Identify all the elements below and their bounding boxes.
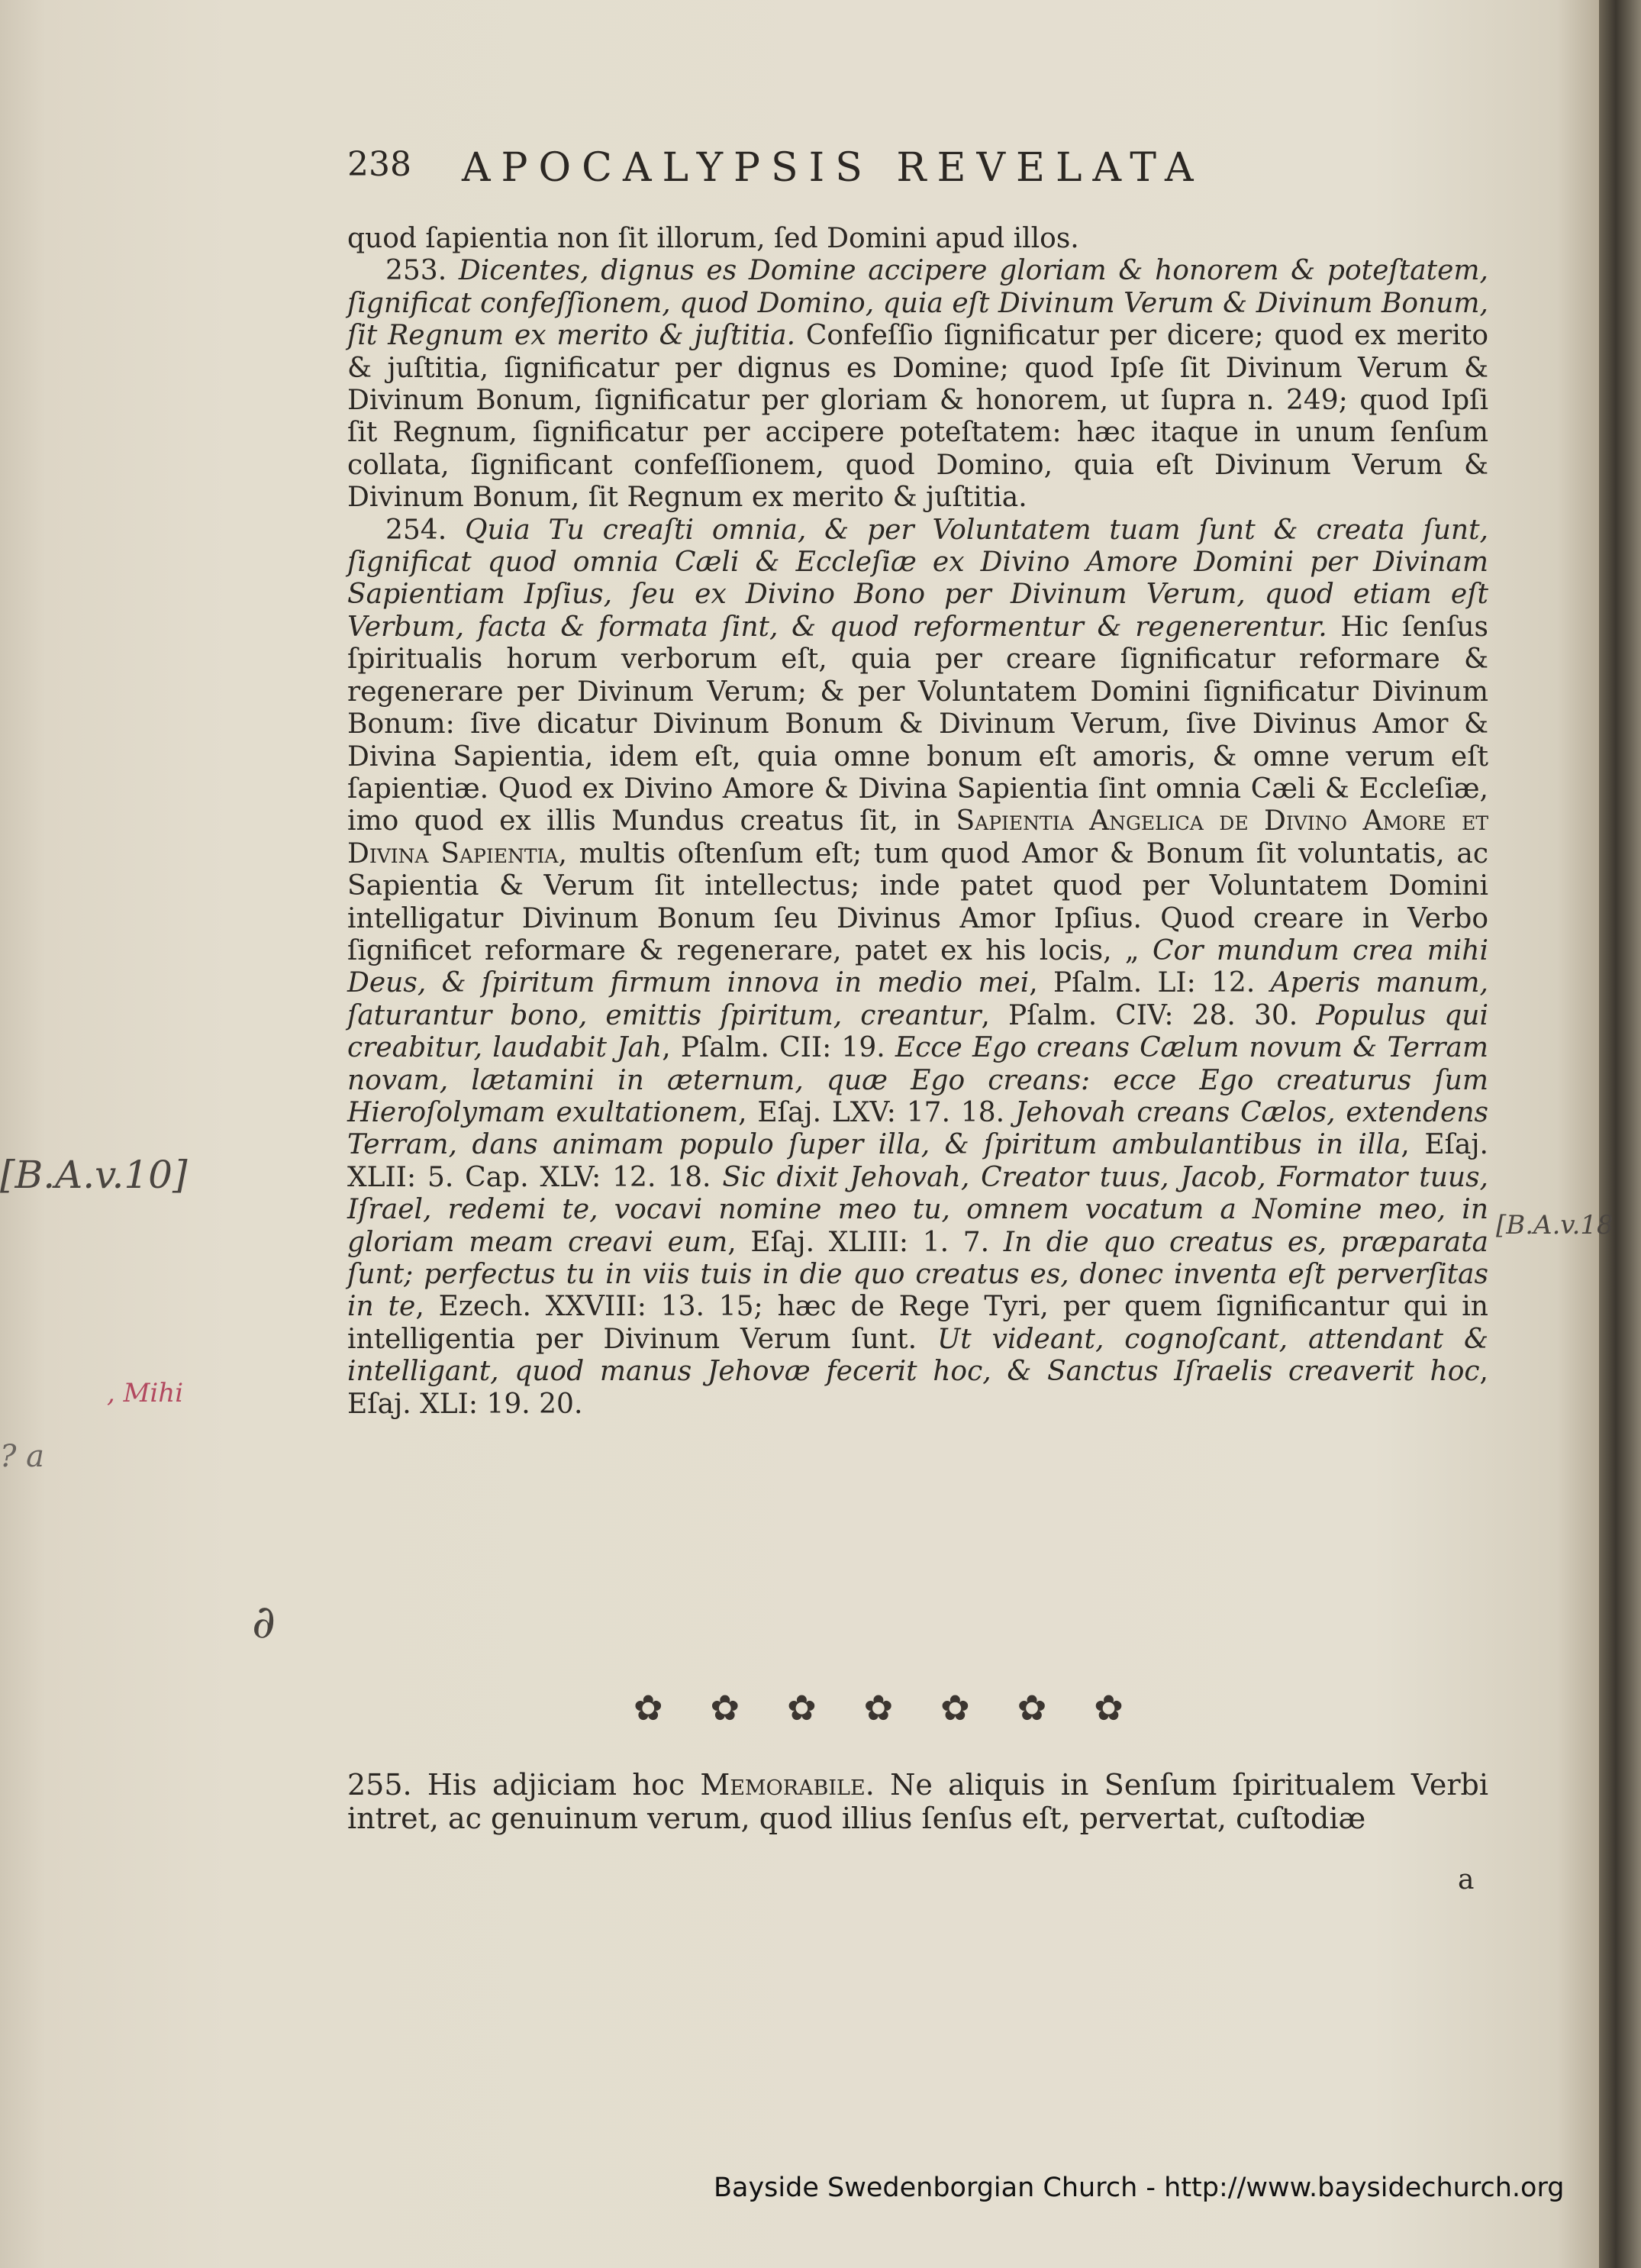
marginal-note-left-bracket: [B.A.v.10] xyxy=(0,1153,188,1197)
page-gutter xyxy=(1599,0,1641,2268)
catchword: a xyxy=(1458,1864,1475,1895)
marginal-note-right-bracket: [B.A.v.18 xyxy=(1496,1210,1614,1240)
ornament-row: ✿✿✿✿✿✿✿ xyxy=(634,1687,1171,1728)
marginal-note-red: , Mihi xyxy=(107,1378,184,1408)
paragraph-255: 255. His adjiciam hoc Memorabile. Ne aliquis in Senſum ſpiritualem Verbi intret, ac genuinum verum, quod illius ſenſus eſt, pervertat, cuſtodiæ xyxy=(347,1768,1488,1835)
running-title: APOCALYPSIS REVELATA xyxy=(462,145,1204,191)
source-credit: Bayside Swedenborgian Church - http://www.baysidechurch.org xyxy=(714,2173,1565,2203)
page-header xyxy=(347,145,1488,198)
page-number: 238 xyxy=(347,145,411,184)
marginal-squiggle: ∂ xyxy=(252,1595,276,1649)
main-text: quod ſapientia non ſit illorum, ſed Domini apud illos. 253. Dicentes, dignus es Domine accipere gloriam & honorem & poteſtatem, ſignificat confeſſionem, quod Domino, quia eſt Divinum Verum & Divinum Bonum, ſit Regnum ex merito & juſtitia. Confeſſio ſignificatur per dicere; quod ex merito & juſtitia, ſignificatur per dignus es Domine; quod Ipſe ſit Divinum Verum & Divinum Bonum, ſignificatur per gloriam & honorem, ut ſupra n. 249; quod Ipſi ſit Regnum, ſignificatur per accipere poteſtatem: hæc itaque in unum ſenſum collata, ſignificant confeſſionem, quod Domino, quia eſt Divinum Verum & Divinum Bonum, ſit Regnum ex merito & juſtitia. 254. Quia Tu creaſti omnia, & per Voluntatem tuam ſunt & creata ſunt, ſignificat quod omnia Cæli & Eccleſiæ ex Divino Amore Domini per Divinam Sapientiam Ipſius, ſeu ex Divino Bono per Divinum Verum, quod etiam eſt Verbum, facta & formata ſint, & quod reformentur & regenerentur. Hic ſenſus ſpiritualis horum verborum eſt, quia per creare ſignificatur reformare & regenerare per Divinum Verum; & per Voluntatem Domini ſignificatur Divinum Bonum: ſive dicatur Divinum Bonum & Divinum Verum, ſive Divinus Amor & Divina Sapientia, idem eſt, quia omne bonum eſt amoris, & omne verum eſt ſapientiæ. Quod ex Divino Amore & Divina Sapientia ſint omnia Cæli & Eccleſiæ, imo quod ex illis Mundus creatus ſit, in Sapientia Angelica de Divino Amore et Divina Sapientia, multis oſtenſum eſt; tum quod Amor & Bonum ſit voluntatis, ac Sapientia & Verum ſit intellectus; inde patet quod per Voluntatem Domini intelligatur Divinum Bonum ſeu Divinus Amor Ipſius. Quod creare in Verbo ſignificet reformare & regenerare, patet ex his locis, „ Cor mundum crea mihi Deus, & ſpiritum firmum innova in medio mei, Pſalm. LI: 12. Aperis manum, ſaturantur bono, emittis ſpiritum, creantur, Pſalm. CIV: 28. 30. Populus qui creabitur, laudabit Jah, Pſalm. CII: 19. Ecce Ego creans Cælum novum & Terram novam, lætamini in æternum, quæ Ego creans: ecce Ego creaturus ſum Hieroſolymam exultationem, Eſaj. LXV: 17. 18. Jehovah creans Cælos, extendens Terram, dans animam populo ſuper illa, & ſpiritum ambulantibus in illa, Eſaj. XLII: 5. Cap. XLV: 12. 18. Sic dixit Jehovah, Creator tuus, Jacob, Formator tuus, Iſrael, redemi te, vocavi nomine meo tu, omnem vocatum a Nomine meo, in gloriam meam creavi eum, Eſaj. XLIII: 1. 7. In die quo creatus es, præparata ſunt; perfectus tu in viis tuis in die quo creatus es, donec inventa eſt perverſitas in te, Ezech. XXVIII: 13. 15; hæc de Rege Tyri, per quem ſignificantur qui in intelligentia per Divinum Verum ſunt. Ut videant, cognoſcant, attendant & intelligant, quod manus Jehovæ fecerit hoc, & Sanctus Iſraelis creaverit hoc, Eſaj. XLI: 19. 20. xyxy=(347,223,1489,1420)
marginal-note-left-mark: ? a xyxy=(0,1439,45,1474)
